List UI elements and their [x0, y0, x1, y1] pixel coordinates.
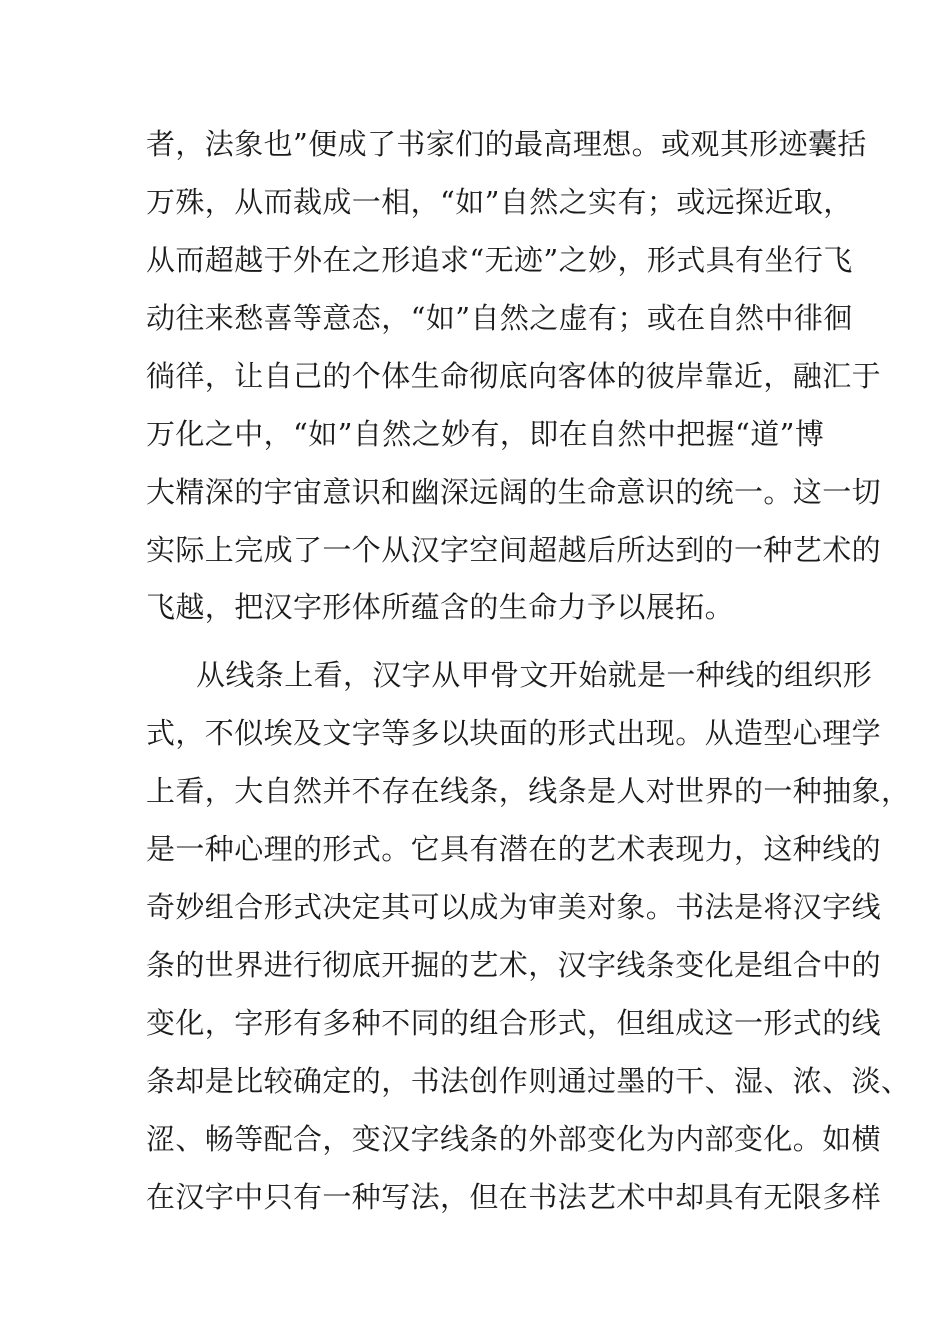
text-line: 飞越，把汉字形体所蕴含的生命力予以展拓。: [146, 590, 735, 624]
text-line: 动往来愁喜等意态，“如”自然之虚有；或在自然中徘徊: [146, 301, 853, 335]
text-line: 条的世界进行彻底开掘的艺术，汉字线条变化是组合中的: [146, 948, 882, 982]
text-line: 实际上完成了一个从汉字空间超越后所达到的一种艺术的: [146, 533, 882, 567]
text-line: 式，不似埃及文字等多以块面的形式出现。从造型心理学: [146, 716, 882, 750]
text-line: 在汉字中只有一种写法，但在书法艺术中却具有无限多样: [146, 1180, 882, 1214]
text-line: 万殊，从而裁成一相，“如”自然之实有；或远探近取，: [146, 185, 853, 219]
text-line: 是一种心理的形式。它具有潜在的艺术表现力，这种线的: [146, 832, 882, 866]
paragraph-first-line: 从线条上看，汉字从甲骨文开始就是一种线的组织形: [196, 658, 873, 692]
text-line: 万化之中，“如”自然之妙有，即在自然中把握“道”博: [146, 417, 825, 451]
text-line: 大精深的宇宙意识和幽深远阔的生命意识的统一。这一切: [146, 475, 882, 509]
text-line: 者，法象也”便成了书家们的最高理想。或观其形迹囊括: [146, 127, 867, 161]
text-line: 上看，大自然并不存在线条，线条是人对世界的一种抽象，: [146, 774, 911, 808]
text-line: 徜徉，让自己的个体生命彻底向客体的彼岸靠近，融汇于: [146, 359, 882, 393]
text-line: 涩、畅等配合，变汉字线条的外部变化为内部变化。如横: [146, 1122, 882, 1156]
text-line: 从而超越于外在之形追求“无迹”之妙，形式具有坐行飞: [146, 243, 853, 277]
text-line: 条却是比较确定的，书法创作则通过墨的干、湿、浓、淡、: [146, 1064, 911, 1098]
text-line: 变化，字形有多种不同的组合形式，但组成这一形式的线: [146, 1006, 882, 1040]
text-line: 奇妙组合形式决定其可以成为审美对象。书法是将汉字线: [146, 890, 882, 924]
